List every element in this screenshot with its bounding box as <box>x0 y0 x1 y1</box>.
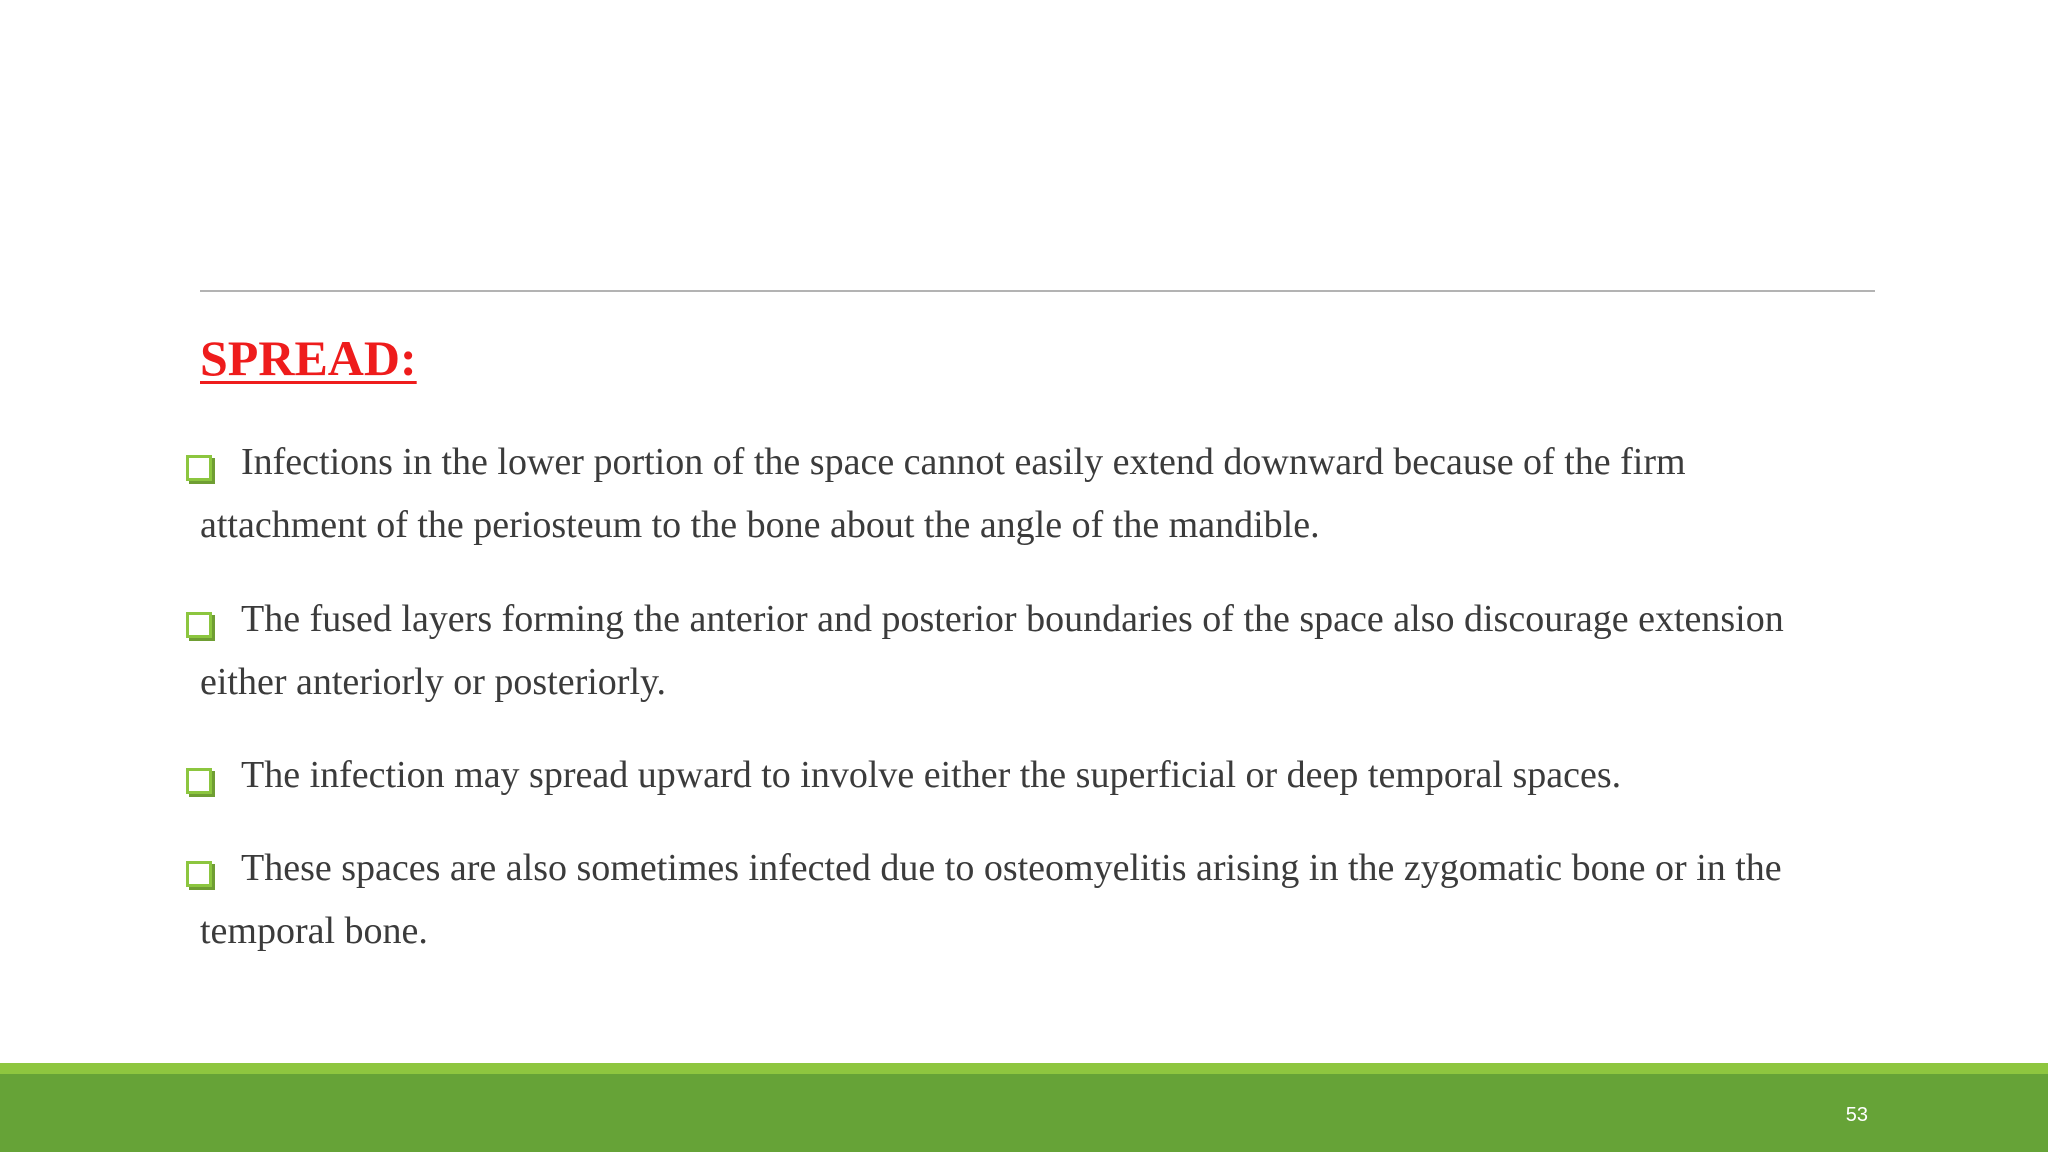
square-bullet-icon <box>186 861 212 887</box>
section-heading: SPREAD: <box>200 330 417 386</box>
bullet-text: The fused layers forming the anterior and posterior boundaries of the space also discourage extension either anteriorly or posteriorly. <box>200 598 1784 703</box>
bullet-item <box>200 431 1840 557</box>
square-bullet-icon <box>186 612 212 638</box>
bullet-text: Infections in the lower portion of the space cannot easily extend downward because of the firm attachment of the periosteum to the bone about the angle of the mandible. <box>200 441 1686 546</box>
footer-bar <box>0 1074 2048 1152</box>
bullet-item <box>200 837 1840 963</box>
bullet-text: These spaces are also sometimes infected due to osteomyelitis arising in the zygomatic bone or in the temporal bone. <box>200 847 1782 952</box>
page-number: 53 <box>1845 1104 1868 1126</box>
bullet-text: The infection may spread upward to involve either the superficial or deep temporal spaces. <box>241 754 1622 796</box>
bullet-item <box>200 744 1840 807</box>
bullet-item <box>200 588 1840 714</box>
square-bullet-icon <box>186 768 212 794</box>
title-divider <box>200 290 1875 292</box>
square-bullet-icon <box>186 455 212 481</box>
footer-accent-bar <box>0 1063 2048 1074</box>
